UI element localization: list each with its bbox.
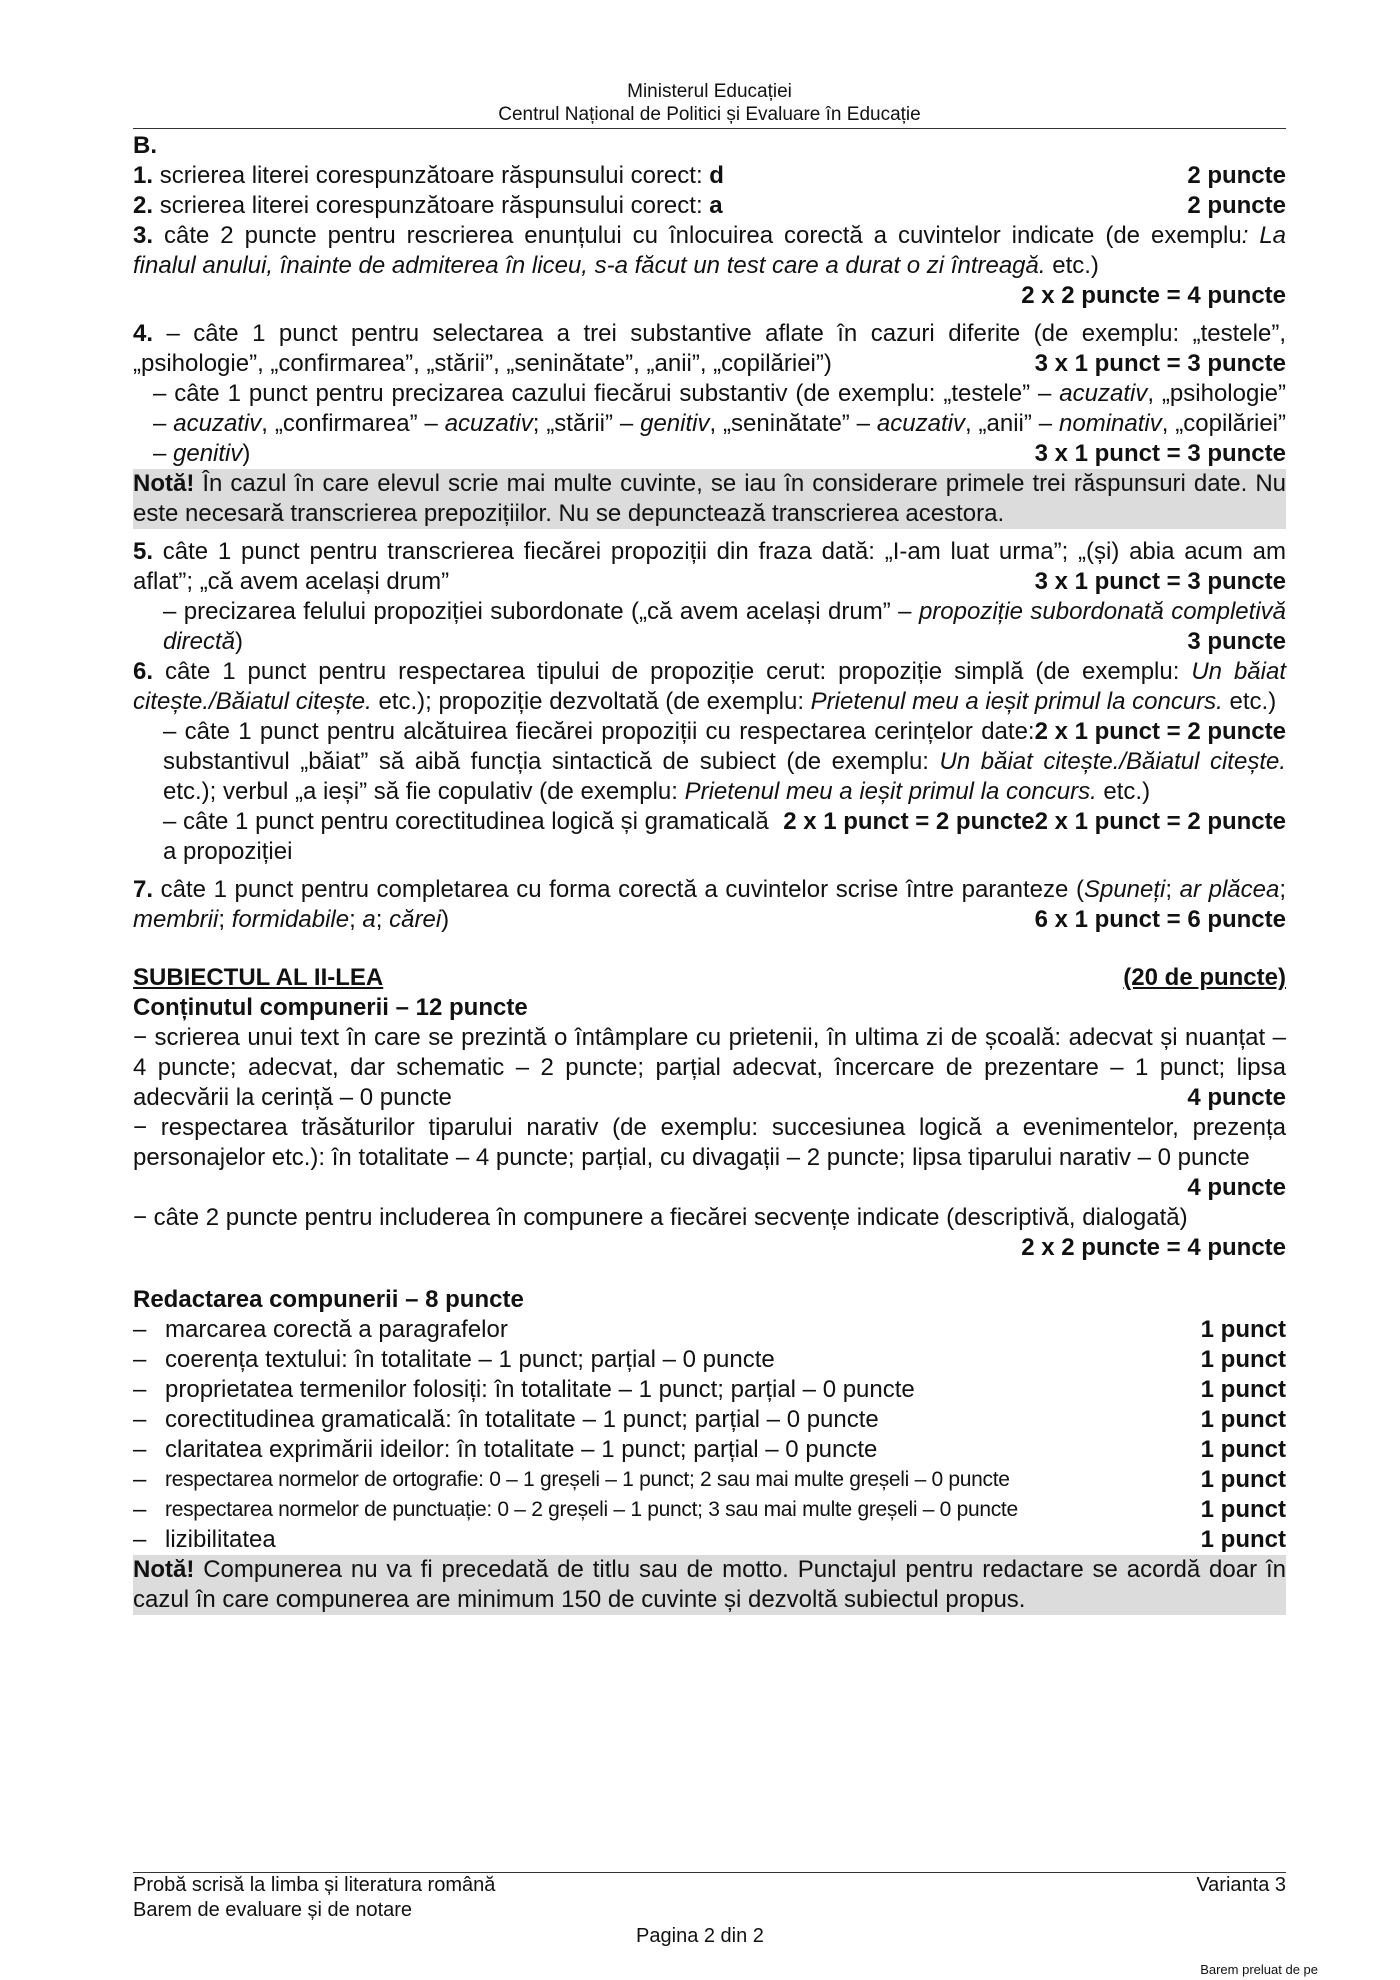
footer-exam-name: Probă scrisă la limba și literatura română [133, 1874, 496, 1896]
item-2-text: scrierea literei corespunzătoare răspunsului corect: [159, 192, 703, 219]
item-6b-text: etc.); verbul „a ieși” să fie copulativ (de exemplu: [163, 778, 685, 805]
subject-2-heading [133, 963, 1286, 993]
item-7-number: 7. [133, 876, 154, 903]
redact-item-score: 1 punct [1200, 1346, 1286, 1373]
item-5a-score: 3 x 1 punct = 3 puncte [1034, 568, 1286, 595]
item-6-number: 6. [133, 658, 154, 685]
item-6b-text: etc.) [1096, 778, 1151, 805]
item-6b-text: – câte 1 punct pentru alcătuirea fiecărei propoziții cu respectarea cerințelor date: substantivul „băiat” să aibă funcția sintactică de subiect (de exemplu: [163, 718, 1035, 775]
item-7: 7. câte 1 punct pentru completarea cu forma corectă a cuvintelor scrise între paranteze (Spuneți; ar plăcea; membrii; formidabile; a; cărei) 6 x 1 punct = 6 puncte [133, 876, 1286, 933]
redact-item-score: 1 punct [1200, 1436, 1286, 1463]
item-6a-example: Prietenul meu a ieșit primul la concurs. [810, 688, 1223, 715]
item-7-word: formidabile [231, 906, 350, 933]
item-3-example: : La finalul anului, înainte de admiterea în liceu, s-a făcut un test care a durat o zi întreagă. [133, 222, 1287, 279]
center-name: Centrul Național de Politici și Evaluare în Educație [498, 104, 921, 125]
item-6b-example: Un băiat citește./Băiatul citește. [939, 748, 1287, 775]
redact-item [133, 1315, 1286, 1345]
source-credit: Barem preluat de pe [1200, 1962, 1318, 1977]
item-5b-end: ) [235, 628, 244, 655]
item-3-text: câte 2 puncte pentru rescrierea enunțului cu înlocuirea corectă a cuvintelor indicate (de exemplu [163, 222, 1242, 249]
item-7-word: ar plăcea [1179, 876, 1280, 903]
document-page [133, 80, 1286, 1615]
item-4b-text: , „confirmarea” – [261, 410, 445, 437]
item-3-number: 3. [133, 222, 154, 249]
redact-item-dash: – [133, 1466, 147, 1493]
item-7-score: 6 x 1 punct = 6 puncte [1034, 906, 1286, 933]
redact-item-text: respectarea normelor de punctuație: 0 – 2 greșeli – 1 punct; 3 sau mai multe greșeli – 0 puncte [165, 1498, 1018, 1521]
item-4b [133, 379, 1286, 469]
subject-2-title: SUBIECTUL AL II-LEA [133, 964, 384, 991]
redact-title: Redactarea compunerii – 8 puncte [133, 1286, 524, 1313]
item-6b-example: Prietenul meu a ieșit primul la concurs. [684, 778, 1097, 805]
section-b-title: B. [133, 132, 157, 159]
item-7-word: a [362, 906, 376, 933]
redact-item-dash: – [133, 1526, 147, 1553]
item-5b-score: 3 puncte [1187, 628, 1286, 655]
note-1-label: Notă! [133, 470, 195, 497]
content-criterion-2: − respectarea trăsăturilor tiparului narativ (de exemplu: succesiunea logică a evenimentelor, prezența personajelor etc.): în totalitate – 4 puncte; parțial, cu divagații – 2 puncte; lipsa tiparului narativ – 0 puncte [133, 1114, 1286, 1171]
item-7-word: cărei [389, 906, 442, 933]
case-label: acuzativ [876, 410, 965, 437]
redact-item-text: coerența textului: în totalitate – 1 punct; parțial – 0 puncte [165, 1346, 775, 1373]
content-criterion-2-score: 4 puncte [1187, 1174, 1286, 1201]
case-label: nominativ [1059, 410, 1162, 437]
item-5a [133, 537, 1286, 597]
item-4b-score: 3 x 1 punct = 3 puncte [1034, 440, 1286, 467]
redact-item-text: marcarea corectă a paragrafelor [165, 1316, 508, 1343]
item-3-score: 2 x 2 puncte = 4 puncte [1021, 282, 1286, 309]
item-6a-score: 2 x 1 punct = 2 puncte [1034, 718, 1286, 745]
redact-item-dash: – [133, 1406, 147, 1433]
redact-item-text: corectitudinea gramaticală: în totalitate – 1 punct; parțial – 0 puncte [165, 1406, 879, 1433]
redact-item-text: respectarea normelor de ortografie: 0 – 1 greșeli – 1 punct; 2 sau mai multe greșeli – 0 puncte [165, 1468, 1010, 1491]
case-label: acuzativ [444, 410, 533, 437]
item-1-text: scrierea literei corespunzătoare răspunsului corect: [159, 162, 703, 189]
item-4-number: 4. [133, 320, 154, 347]
item-5-number: 5. [133, 538, 154, 565]
item-6c-score: 2 x 1 punct = 2 puncte [783, 808, 1035, 835]
item-4b-text: , „seninătate” – [709, 410, 877, 437]
redact-item-score: 1 punct [1200, 1466, 1286, 1493]
redact-item-score: 1 punct [1200, 1496, 1286, 1523]
item-4b-text: , „copilăriei” – [153, 410, 1286, 467]
item-1 [133, 161, 1286, 191]
item-2-score: 2 puncte [1187, 192, 1286, 219]
item-4a-score: 3 x 1 punct = 3 puncte [1034, 350, 1286, 377]
content-criterion-1-score: 4 puncte [1187, 1084, 1286, 1111]
item-4b-text: , „anii” – [964, 410, 1060, 437]
item-6c-text: – câte 1 punct pentru corectitudinea logică și gramaticală a propoziției [163, 808, 769, 865]
item-6a-example: Un băiat citește./Băiatul citește. [133, 658, 1286, 715]
item-4b-text: , „psihologie” – [153, 380, 1286, 437]
case-label: acuzativ [173, 410, 262, 437]
redact-item [133, 1525, 1286, 1555]
redact-item [133, 1375, 1286, 1405]
note-2 [133, 1555, 1286, 1615]
redact-item-score: 1 punct [1200, 1526, 1286, 1553]
ministry-name: Ministerul Educației [627, 81, 792, 102]
item-4b-text: ; „stării” – [532, 410, 641, 437]
content-criterion-1 [133, 1023, 1286, 1113]
redact-item [133, 1465, 1286, 1495]
item-5b-text: – precizarea felului propoziției subordonate („că avem același drum” – [163, 598, 919, 625]
item-7-word: Spuneți [1083, 876, 1166, 903]
note-2-label: Notă! [133, 1556, 195, 1583]
item-5b-italic: propoziție subordonată completivă directă [163, 598, 1287, 655]
document-header [133, 80, 1286, 129]
note-1 [133, 469, 1286, 529]
item-6a-text: etc.) [1222, 688, 1277, 715]
item-7-text: câte 1 punct pentru completarea cu forma corectă a cuvintelor scrise între paranteze ( [153, 876, 1084, 903]
item-3 [133, 221, 1286, 281]
case-label: genitiv [640, 410, 710, 437]
redact-item [133, 1345, 1286, 1375]
item-2-number: 2. [133, 192, 154, 219]
item-6c [133, 807, 1035, 867]
item-3-etc: etc.) [1045, 252, 1099, 279]
item-6a-text: câte 1 punct pentru respectarea tipului de propoziție cerut: propoziție simplă (de exemplu: [153, 658, 1192, 685]
redact-item-dash: – [133, 1436, 147, 1463]
item-5a-text: câte 1 punct pentru transcrierea fiecărei propoziții din fraza dată: „I-am luat urma”; „(și) abia acum am aflat”; „că avem același drum” [133, 538, 1286, 595]
redact-list [133, 1315, 1286, 1555]
redact-item [133, 1405, 1286, 1435]
item-4b-text: – câte 1 punct pentru precizarea cazului fiecărui substantiv (de exemplu: „testele” – [153, 380, 1060, 407]
case-label: acuzativ [1059, 380, 1148, 407]
redact-item-text: claritatea exprimării ideilor: în totalitate – 1 punct; parțial – 0 puncte [165, 1436, 878, 1463]
item-5b [133, 597, 1286, 657]
item-2-answer: a [709, 192, 723, 219]
note-2-text: Compunerea nu va fi precedată de titlu sau de motto. Punctajul pentru redactare se acordă doar în cazul în care compunerea are minimum 150 de cuvinte și dezvoltă subiectul propus. [133, 1556, 1286, 1613]
note-1-text: În cazul în care elevul scrie mai multe cuvinte, se iau în considerare primele trei răspunsuri date. Nu este necesară transcrierea prepozițiilor. Nu se depunctează transcrierea acestora. [133, 470, 1286, 527]
content-criterion-1-text: − scrierea unui text în care se prezintă o întâmplare cu prietenii, în ultima zi de școală: adecvat și nuanțat – 4 puncte; adecvat, dar schematic – 2 puncte; parțial adecvat, încercare de prezentare – 1 punct; lipsa adecvării la cerință – 0 puncte [133, 1024, 1286, 1111]
case-label: genitiv [173, 440, 243, 467]
item-1-answer: d [709, 162, 724, 189]
redact-item-text: lizibilitatea [165, 1526, 276, 1553]
item-6b-score: 2 x 1 punct = 2 puncte [1034, 808, 1286, 835]
item-1-score: 2 puncte [1187, 162, 1286, 189]
item-7-word: membrii [133, 906, 219, 933]
document-footer [133, 1872, 1286, 1923]
item-6a [133, 657, 1286, 745]
item-4b-text: ) [242, 440, 251, 467]
subject-2-points: (20 de puncte) [1123, 964, 1286, 991]
content-title: Conținutul compunerii – 12 puncte [133, 994, 528, 1021]
content-criterion-3-score: 2 x 2 puncte = 4 puncte [1021, 1234, 1286, 1261]
redact-item-score: 1 punct [1200, 1376, 1286, 1403]
item-1-number: 1. [133, 162, 154, 189]
redact-item-score: 1 punct [1200, 1406, 1286, 1433]
content-criterion-3: − câte 2 puncte pentru includerea în compunere a fiecărei secvențe indicate (descriptivă, dialogată) [133, 1204, 1188, 1231]
item-2 [133, 191, 1286, 221]
redact-item-dash: – [133, 1496, 147, 1523]
item-4a-text: – câte 1 punct pentru selectarea a trei substantive aflate în cazuri diferite (de exemplu: „testele”, „psihologie”, „confirmarea”, „stării”, „seninătate”, „anii”, „copilăriei”) [133, 320, 1286, 377]
page-number: Pagina 2 din 2 [636, 1925, 764, 1947]
footer-variant: Varianta 3 [1196, 1874, 1286, 1896]
footer-barem: Barem de evaluare și de notare [133, 1899, 413, 1921]
redact-item-dash: – [133, 1376, 147, 1403]
redact-item-score: 1 punct [1200, 1316, 1286, 1343]
redact-item-dash: – [133, 1346, 147, 1373]
redact-item-dash: – [133, 1316, 147, 1343]
redact-item [133, 1495, 1286, 1525]
item-6a-text: etc.); propoziție dezvoltată (de exemplu: [371, 688, 811, 715]
redact-item-text: proprietatea termenilor folosiți: în totalitate – 1 punct; parțial – 0 puncte [165, 1376, 915, 1403]
redact-item [133, 1435, 1286, 1465]
item-4a [133, 319, 1286, 379]
